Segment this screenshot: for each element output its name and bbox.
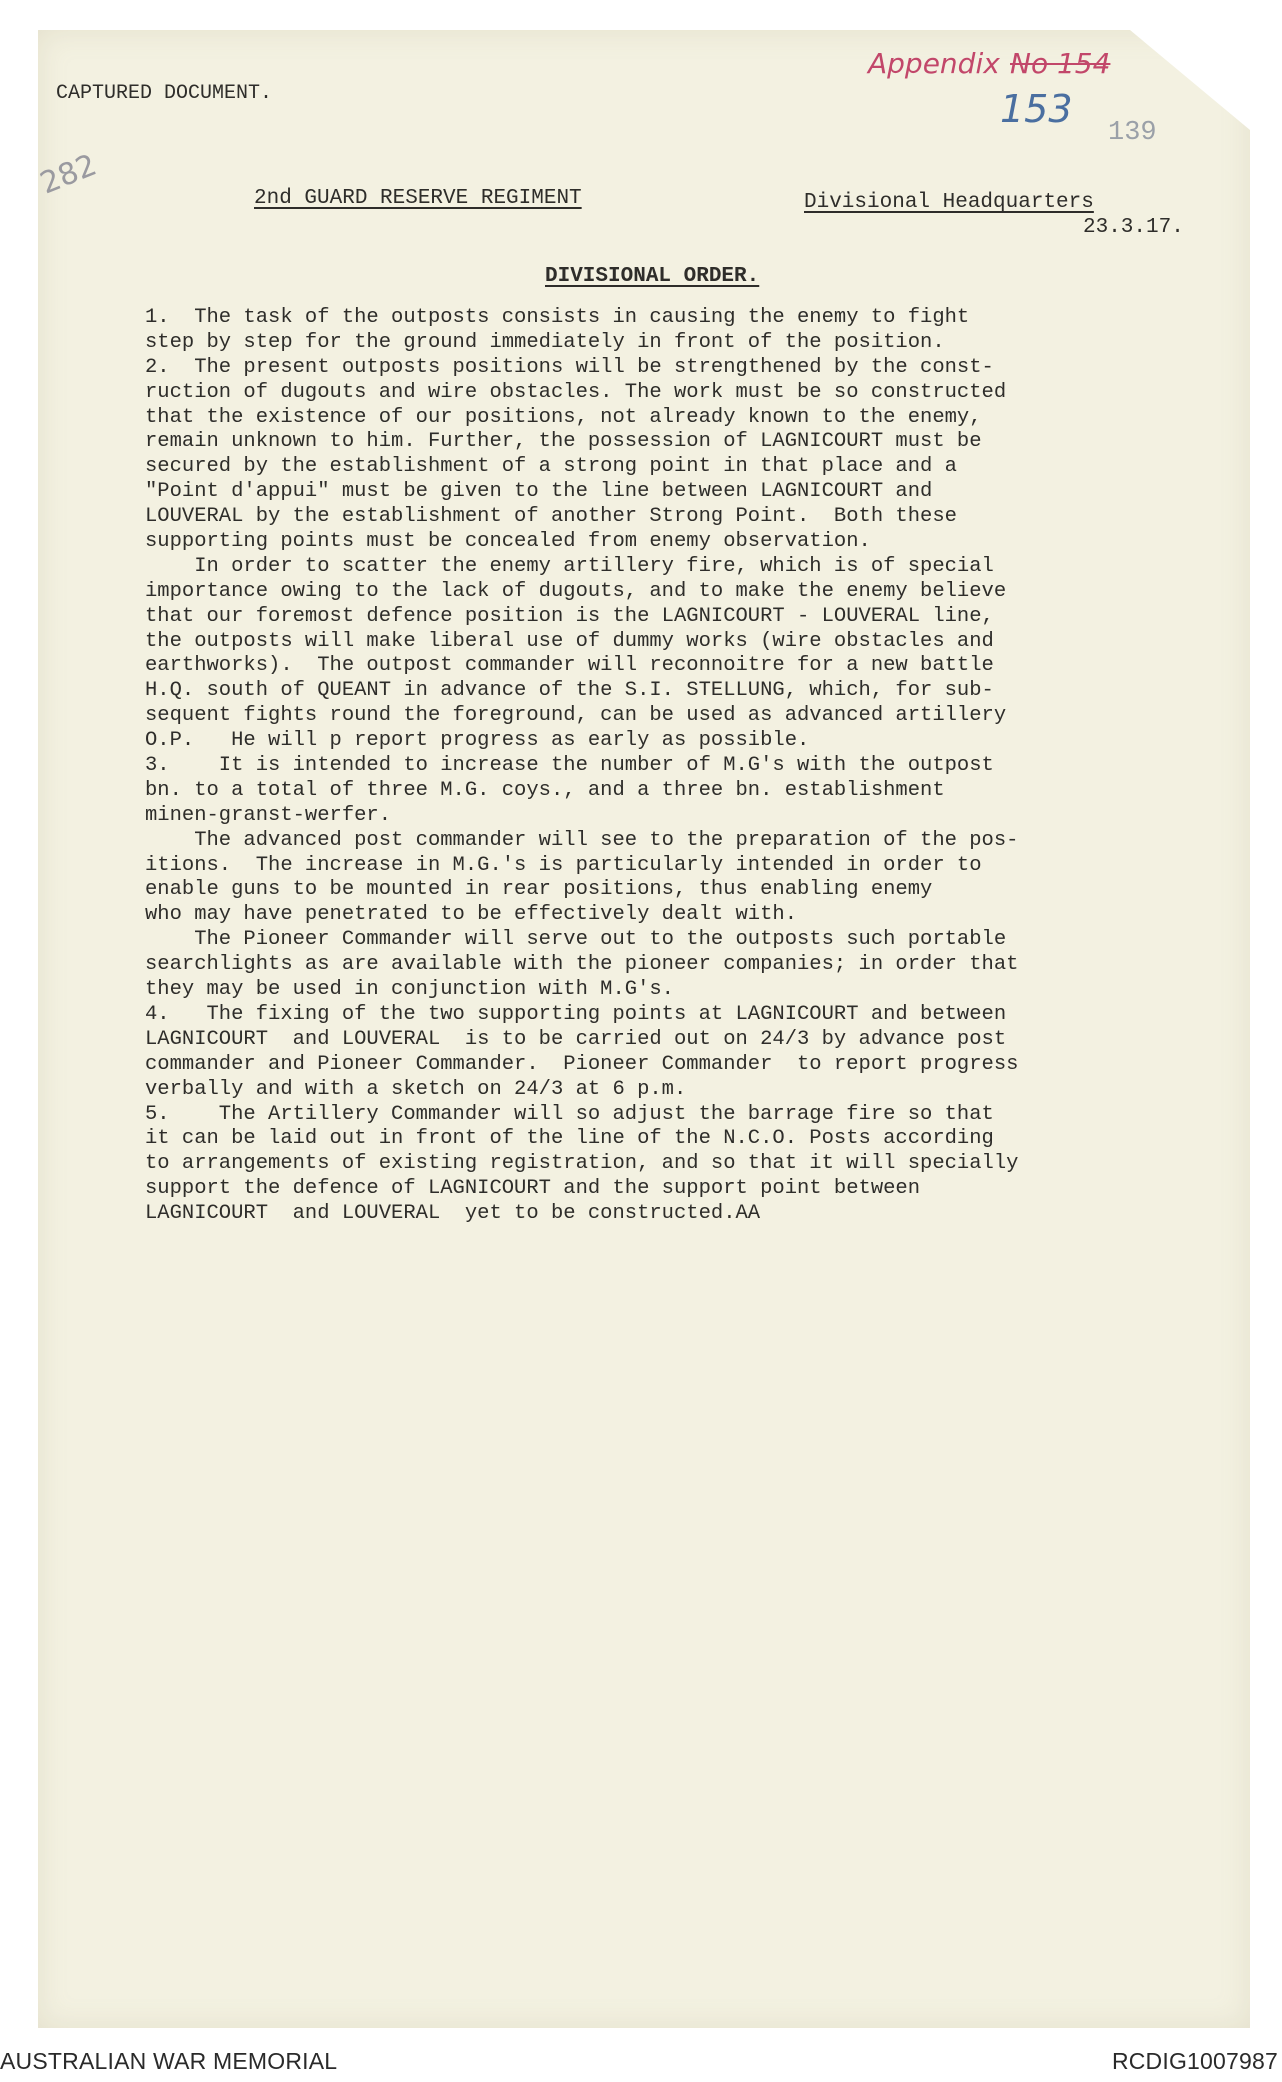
body-line: 3. It is intended to increase the number of M.G's with the outpost (145, 754, 994, 778)
body-line: 1. The task of the outposts consists in causing the enemy to fight (145, 306, 970, 329)
side-pencil-number: 282 (35, 147, 102, 202)
body-line: LAGNICOURT and LOUVERAL yet to be constructed.AA (145, 1202, 761, 1226)
page-title: DIVISIONAL ORDER. (545, 265, 760, 288)
body-line: LAGNICOURT and LOUVERAL is to be carried out on 24/3 by advance post (145, 1027, 1007, 1051)
body-line: H.Q. south of QUEANT in advance of the S.I. STELLUNG, which, for sub- (145, 679, 994, 703)
footer-institution: AUSTRALIAN WAR MEMORIAL (0, 2048, 338, 2074)
body-line: they may be used in conjunction with M.G's. (145, 978, 674, 1002)
body-line: searchlights as are available with the pioneer companies; in order that (145, 953, 1019, 977)
stamp-number: 139 (1108, 118, 1157, 148)
body-line: The advanced post commander will see to the preparation of the pos- (145, 828, 1019, 852)
appendix-struck-number: No 154 (1010, 47, 1111, 80)
appendix-new-number: 153 (1000, 87, 1073, 131)
body-line: the outposts will make liberal use of dummy works (wire obstacles and (145, 629, 994, 653)
body-line: 4. The fixing of the two supporting points at LAGNICOURT and between (145, 1002, 1007, 1026)
body-line: LOUVERAL by the establishment of another Strong Point. Both these (145, 505, 957, 529)
body-line: to arrangements of existing registration, and so that it will specially (145, 1152, 1019, 1176)
body-line: "Point d'appui" must be given to the line between LAGNICOURT and (145, 480, 933, 504)
regiment-heading: 2nd GUARD RESERVE REGIMENT (254, 187, 582, 210)
body-line: bn. to a total of three M.G. coys., and a three bn. establishment (145, 778, 945, 802)
order-body (145, 306, 1235, 1227)
body-line: remain unknown to him. Further, the possession of LAGNICOURT must be (145, 430, 982, 454)
body-line: that our foremost defence position is the LAGNICOURT - LOUVERAL line, (145, 604, 994, 628)
body-line: itions. The increase in M.G.'s is particularly intended in order to (145, 853, 982, 877)
body-line: importance owing to the lack of dugouts, and to make the enemy believe (145, 579, 1007, 603)
footer-record-id: RCDIG1007987 (1111, 2048, 1278, 2074)
body-line: step by step for the ground immediately in front of the position. (145, 330, 945, 354)
body-line: O.P. He will p report progress as early as possible. (145, 729, 810, 753)
body-line: secured by the establishment of a strong point in that place and a (145, 455, 957, 479)
body-line: it can be laid out in front of the line of the N.C.O. Posts according (145, 1127, 994, 1151)
body-line: support the defence of LAGNICOURT and the support point between (145, 1177, 921, 1201)
body-line: minen-granst-werfer. (145, 803, 392, 827)
body-line: 2. The present outposts positions will be strengthened by the const- (145, 355, 994, 379)
body-line: enable guns to be mounted in rear positions, thus enabling enemy (145, 878, 933, 902)
body-line: supporting points must be concealed from enemy observation. (145, 530, 871, 554)
body-line: that the existence of our positions, not already known to the enemy, (145, 405, 982, 429)
body-line: ruction of dugouts and wire obstacles. The work must be so constructed (145, 380, 1007, 404)
body-line: 5. The Artillery Commander will so adjust the barrage fire so that (145, 1102, 994, 1126)
body-line: verbally and with a sketch on 24/3 at 6 p.m. (145, 1077, 687, 1101)
divisional-hq-heading: Divisional Headquarters (804, 191, 1094, 214)
appendix-annotation: Appendix (868, 47, 1000, 80)
body-line: commander and Pioneer Commander. Pioneer Commander to report progress (145, 1052, 1019, 1076)
body-line: In order to scatter the enemy artillery fire, which is of special (145, 554, 994, 578)
order-date: 23.3.17. (1083, 216, 1184, 239)
body-line: The Pioneer Commander will serve out to the outposts such portable (145, 928, 1007, 952)
body-line: who may have penetrated to be effectively dealt with. (145, 903, 798, 927)
captured-document-label: CAPTURED DOCUMENT. (56, 82, 273, 105)
body-line: sequent fights round the foreground, can be used as advanced artillery (145, 704, 1007, 728)
body-line: earthworks). The outpost commander will reconnoitre for a new battle (145, 654, 994, 678)
